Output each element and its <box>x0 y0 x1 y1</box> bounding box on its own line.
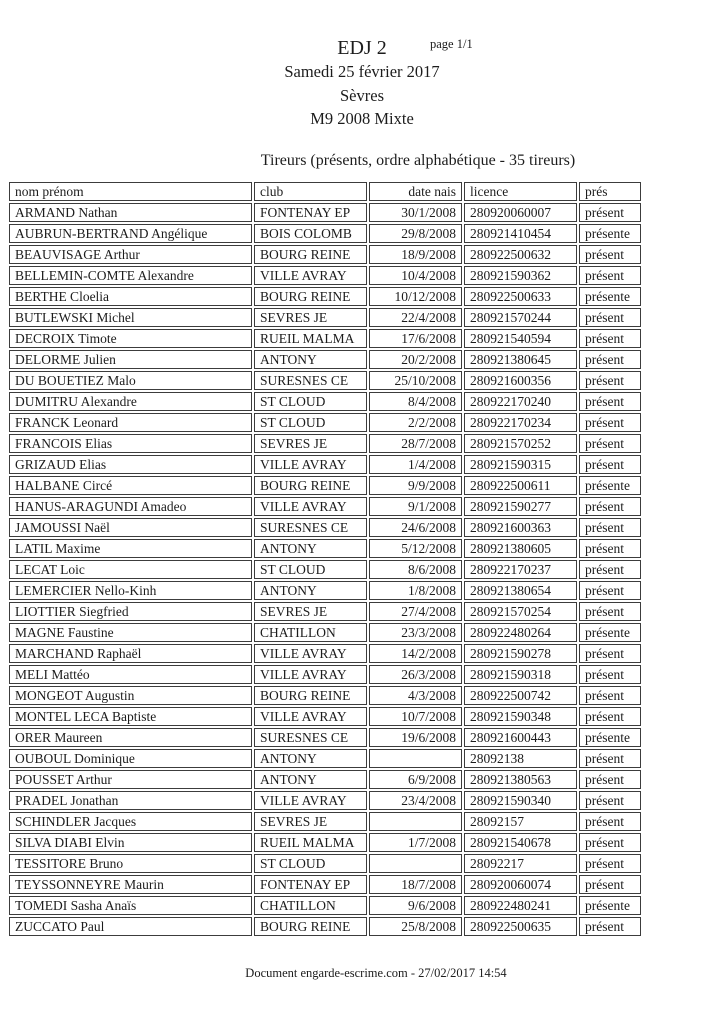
cell-club: BOURG REINE <box>254 686 367 705</box>
table-row <box>9 770 641 789</box>
cell-birth-date: 9/1/2008 <box>369 497 462 516</box>
cell-presence: présent <box>579 833 641 852</box>
event-date: Samedi 25 février 2017 <box>284 62 440 81</box>
cell-birth-date: 26/3/2008 <box>369 665 462 684</box>
cell-name: LEMERCIER Nello-Kinh <box>9 581 252 600</box>
cell-name: PRADEL Jonathan <box>9 791 252 810</box>
cell-name: BEAUVISAGE Arthur <box>9 245 252 264</box>
table-row <box>9 371 641 390</box>
page-title: EDJ 2 <box>337 37 387 59</box>
cell-birth-date: 1/8/2008 <box>369 581 462 600</box>
cell-club: FONTENAY EP <box>254 203 367 222</box>
table-row <box>9 917 641 936</box>
table-row <box>9 266 641 285</box>
cell-club: ST CLOUD <box>254 854 367 873</box>
table-row <box>9 623 641 642</box>
cell-name: LATIL Maxime <box>9 539 252 558</box>
table-row <box>9 497 641 516</box>
cell-club: ST CLOUD <box>254 560 367 579</box>
cell-club: VILLE AVRAY <box>254 266 367 285</box>
cell-birth-date: 25/10/2008 <box>369 371 462 390</box>
table-row <box>9 896 641 915</box>
table-header-row <box>9 182 641 201</box>
cell-birth-date: 24/6/2008 <box>369 518 462 537</box>
cell-presence: présent <box>579 917 641 936</box>
cell-birth-date: 8/4/2008 <box>369 392 462 411</box>
cell-presence: présent <box>579 413 641 432</box>
column-header-licence: licence <box>464 182 577 201</box>
cell-club: ANTONY <box>254 581 367 600</box>
table-row <box>9 749 641 768</box>
column-header-name: nom prénom <box>9 182 252 201</box>
cell-birth-date: 6/9/2008 <box>369 770 462 789</box>
cell-presence: présente <box>579 728 641 747</box>
table-row <box>9 854 641 873</box>
cell-name: MONGEOT Augustin <box>9 686 252 705</box>
cell-club: VILLE AVRAY <box>254 665 367 684</box>
table-row <box>9 707 641 726</box>
cell-name: AUBRUN-BERTRAND Angélique <box>9 224 252 243</box>
cell-licence: 280921590340 <box>464 791 577 810</box>
cell-licence: 280922480264 <box>464 623 577 642</box>
fencers-table <box>7 180 643 938</box>
cell-name: TOMEDI Sasha Anaïs <box>9 896 252 915</box>
cell-presence: présent <box>579 245 641 264</box>
table-row <box>9 602 641 621</box>
cell-birth-date: 10/4/2008 <box>369 266 462 285</box>
cell-birth-date: 9/9/2008 <box>369 476 462 495</box>
cell-birth-date: 4/3/2008 <box>369 686 462 705</box>
cell-licence: 280921540594 <box>464 329 577 348</box>
cell-presence: présent <box>579 203 641 222</box>
cell-club: RUEIL MALMA <box>254 833 367 852</box>
cell-name: MARCHAND Raphaël <box>9 644 252 663</box>
cell-name: HALBANE Circé <box>9 476 252 495</box>
cell-birth-date: 14/2/2008 <box>369 644 462 663</box>
cell-name: MELI Mattéo <box>9 665 252 684</box>
cell-presence: présent <box>579 455 641 474</box>
cell-presence: présente <box>579 476 641 495</box>
cell-presence: présent <box>579 266 641 285</box>
cell-birth-date: 1/7/2008 <box>369 833 462 852</box>
cell-presence: présente <box>579 623 641 642</box>
cell-name: LECAT Loic <box>9 560 252 579</box>
cell-name: MONTEL LECA Baptiste <box>9 707 252 726</box>
cell-club: RUEIL MALMA <box>254 329 367 348</box>
cell-licence: 280922500635 <box>464 917 577 936</box>
cell-presence: présente <box>579 287 641 306</box>
table-row <box>9 455 641 474</box>
cell-club: SURESNES CE <box>254 518 367 537</box>
cell-name: JAMOUSSI Naël <box>9 518 252 537</box>
cell-club: SEVRES JE <box>254 602 367 621</box>
cell-club: VILLE AVRAY <box>254 644 367 663</box>
cell-name: POUSSET Arthur <box>9 770 252 789</box>
cell-licence: 280920060074 <box>464 875 577 894</box>
cell-birth-date: 1/4/2008 <box>369 455 462 474</box>
cell-licence: 280921570252 <box>464 434 577 453</box>
cell-name: BERTHE Cloelia <box>9 287 252 306</box>
cell-club: ANTONY <box>254 350 367 369</box>
cell-licence: 280922500633 <box>464 287 577 306</box>
cell-club: SEVRES JE <box>254 434 367 453</box>
column-header-club: club <box>254 182 367 201</box>
cell-birth-date: 25/8/2008 <box>369 917 462 936</box>
cell-birth-date: 23/4/2008 <box>369 791 462 810</box>
cell-name: LIOTTIER Siegfried <box>9 602 252 621</box>
cell-licence: 280921590348 <box>464 707 577 726</box>
cell-licence: 280921590362 <box>464 266 577 285</box>
cell-licence: 28092138 <box>464 749 577 768</box>
cell-birth-date: 8/6/2008 <box>369 560 462 579</box>
table-row <box>9 539 641 558</box>
page-number: page 1/1 <box>430 37 473 51</box>
cell-presence: présente <box>579 224 641 243</box>
cell-name: TEYSSONNEYRE Maurin <box>9 875 252 894</box>
cell-name: HANUS-ARAGUNDI Amadeo <box>9 497 252 516</box>
cell-licence: 280922500742 <box>464 686 577 705</box>
cell-licence: 28092157 <box>464 812 577 831</box>
document-header <box>0 0 724 131</box>
cell-birth-date: 19/6/2008 <box>369 728 462 747</box>
table-row <box>9 413 641 432</box>
cell-presence: présente <box>579 896 641 915</box>
cell-birth-date: 5/12/2008 <box>369 539 462 558</box>
cell-presence: présent <box>579 707 641 726</box>
event-category: M9 2008 Mixte <box>310 109 414 128</box>
table-row <box>9 350 641 369</box>
cell-name: FRANCK Leonard <box>9 413 252 432</box>
table-row <box>9 875 641 894</box>
cell-birth-date: 10/7/2008 <box>369 707 462 726</box>
cell-licence: 280921590315 <box>464 455 577 474</box>
cell-name: DU BOUETIEZ Malo <box>9 371 252 390</box>
cell-club: VILLE AVRAY <box>254 497 367 516</box>
cell-presence: présent <box>579 308 641 327</box>
cell-birth-date <box>369 854 462 873</box>
table-row <box>9 728 641 747</box>
cell-club: BOURG REINE <box>254 287 367 306</box>
cell-birth-date: 17/6/2008 <box>369 329 462 348</box>
table-row <box>9 833 641 852</box>
cell-licence: 280921570254 <box>464 602 577 621</box>
cell-licence: 280921600356 <box>464 371 577 390</box>
cell-birth-date: 22/4/2008 <box>369 308 462 327</box>
table-row <box>9 560 641 579</box>
cell-presence: présent <box>579 518 641 537</box>
cell-presence: présent <box>579 560 641 579</box>
cell-licence: 280921600363 <box>464 518 577 537</box>
cell-name: ZUCCATO Paul <box>9 917 252 936</box>
cell-name: GRIZAUD Elias <box>9 455 252 474</box>
cell-presence: présent <box>579 665 641 684</box>
cell-presence: présent <box>579 350 641 369</box>
cell-birth-date: 27/4/2008 <box>369 602 462 621</box>
cell-licence: 280922170237 <box>464 560 577 579</box>
table-row <box>9 329 641 348</box>
cell-club: CHATILLON <box>254 896 367 915</box>
table-row <box>9 434 641 453</box>
cell-name: OUBOUL Dominique <box>9 749 252 768</box>
table-row <box>9 224 641 243</box>
cell-club: VILLE AVRAY <box>254 707 367 726</box>
cell-presence: présent <box>579 644 641 663</box>
cell-club: SEVRES JE <box>254 812 367 831</box>
cell-name: DECROIX Timote <box>9 329 252 348</box>
cell-licence: 280921540678 <box>464 833 577 852</box>
cell-birth-date: 28/7/2008 <box>369 434 462 453</box>
cell-name: BUTLEWSKI Michel <box>9 308 252 327</box>
table-row <box>9 812 641 831</box>
cell-name: MAGNE Faustine <box>9 623 252 642</box>
cell-club: BOIS COLOMB <box>254 224 367 243</box>
table-row <box>9 203 641 222</box>
cell-birth-date: 18/9/2008 <box>369 245 462 264</box>
cell-club: ANTONY <box>254 770 367 789</box>
cell-licence: 280921570244 <box>464 308 577 327</box>
cell-presence: présent <box>579 371 641 390</box>
cell-name: SILVA DIABI Elvin <box>9 833 252 852</box>
cell-birth-date <box>369 812 462 831</box>
cell-licence: 280921590278 <box>464 644 577 663</box>
cell-presence: présent <box>579 497 641 516</box>
cell-presence: présent <box>579 602 641 621</box>
table-row <box>9 644 641 663</box>
cell-licence: 280921410454 <box>464 224 577 243</box>
table-row <box>9 665 641 684</box>
cell-club: ST CLOUD <box>254 392 367 411</box>
cell-name: DELORME Julien <box>9 350 252 369</box>
column-header-presence: prés <box>579 182 641 201</box>
cell-presence: présent <box>579 770 641 789</box>
cell-presence: présent <box>579 434 641 453</box>
table-row <box>9 287 641 306</box>
cell-birth-date: 20/2/2008 <box>369 350 462 369</box>
cell-birth-date: 10/12/2008 <box>369 287 462 306</box>
table-row <box>9 476 641 495</box>
table-row <box>9 518 641 537</box>
cell-birth-date: 9/6/2008 <box>369 896 462 915</box>
event-location: Sèvres <box>340 85 384 105</box>
table-row <box>9 686 641 705</box>
cell-club: BOURG REINE <box>254 476 367 495</box>
cell-presence: présent <box>579 875 641 894</box>
cell-name: ARMAND Nathan <box>9 203 252 222</box>
cell-licence: 280921380645 <box>464 350 577 369</box>
cell-licence: 280922500611 <box>464 476 577 495</box>
cell-club: VILLE AVRAY <box>254 455 367 474</box>
cell-presence: présent <box>579 392 641 411</box>
cell-birth-date: 2/2/2008 <box>369 413 462 432</box>
document-footer: Document engarde-escrime.com - 27/02/2017 14:54 <box>245 965 507 980</box>
cell-presence: présent <box>579 854 641 873</box>
cell-licence: 280921590318 <box>464 665 577 684</box>
cell-name: FRANCOIS Elias <box>9 434 252 453</box>
cell-club: SURESNES CE <box>254 371 367 390</box>
cell-licence: 28092217 <box>464 854 577 873</box>
cell-club: CHATILLON <box>254 623 367 642</box>
cell-club: FONTENAY EP <box>254 875 367 894</box>
table-row <box>9 245 641 264</box>
cell-birth-date: 18/7/2008 <box>369 875 462 894</box>
section-title: Tireurs (présents, ordre alphabétique - 35 tireurs) <box>260 151 576 169</box>
cell-club: ST CLOUD <box>254 413 367 432</box>
cell-licence: 280920060007 <box>464 203 577 222</box>
cell-presence: présent <box>579 329 641 348</box>
cell-licence: 280921380654 <box>464 581 577 600</box>
cell-birth-date: 23/3/2008 <box>369 623 462 642</box>
cell-club: ANTONY <box>254 749 367 768</box>
cell-club: BOURG REINE <box>254 917 367 936</box>
cell-club: SEVRES JE <box>254 308 367 327</box>
cell-club: ANTONY <box>254 539 367 558</box>
fencers-table-body <box>9 203 641 936</box>
cell-birth-date: 30/1/2008 <box>369 203 462 222</box>
cell-club: BOURG REINE <box>254 245 367 264</box>
cell-licence: 280921590277 <box>464 497 577 516</box>
cell-licence: 280921380605 <box>464 539 577 558</box>
cell-birth-date <box>369 749 462 768</box>
cell-licence: 280922170234 <box>464 413 577 432</box>
cell-birth-date: 29/8/2008 <box>369 224 462 243</box>
cell-name: TESSITORE Bruno <box>9 854 252 873</box>
cell-name: ORER Maureen <box>9 728 252 747</box>
cell-licence: 280921600443 <box>464 728 577 747</box>
column-header-birth-date: date nais <box>369 182 462 201</box>
cell-name: SCHINDLER Jacques <box>9 812 252 831</box>
table-row <box>9 791 641 810</box>
cell-licence: 280922480241 <box>464 896 577 915</box>
table-row <box>9 581 641 600</box>
cell-club: SURESNES CE <box>254 728 367 747</box>
cell-name: BELLEMIN-COMTE Alexandre <box>9 266 252 285</box>
cell-licence: 280921380563 <box>464 770 577 789</box>
cell-licence: 280922500632 <box>464 245 577 264</box>
cell-presence: présent <box>579 812 641 831</box>
cell-presence: présent <box>579 581 641 600</box>
cell-club: VILLE AVRAY <box>254 791 367 810</box>
table-row <box>9 392 641 411</box>
cell-presence: présent <box>579 686 641 705</box>
cell-licence: 280922170240 <box>464 392 577 411</box>
cell-presence: présent <box>579 749 641 768</box>
table-row <box>9 308 641 327</box>
cell-presence: présent <box>579 791 641 810</box>
cell-name: DUMITRU Alexandre <box>9 392 252 411</box>
cell-presence: présent <box>579 539 641 558</box>
